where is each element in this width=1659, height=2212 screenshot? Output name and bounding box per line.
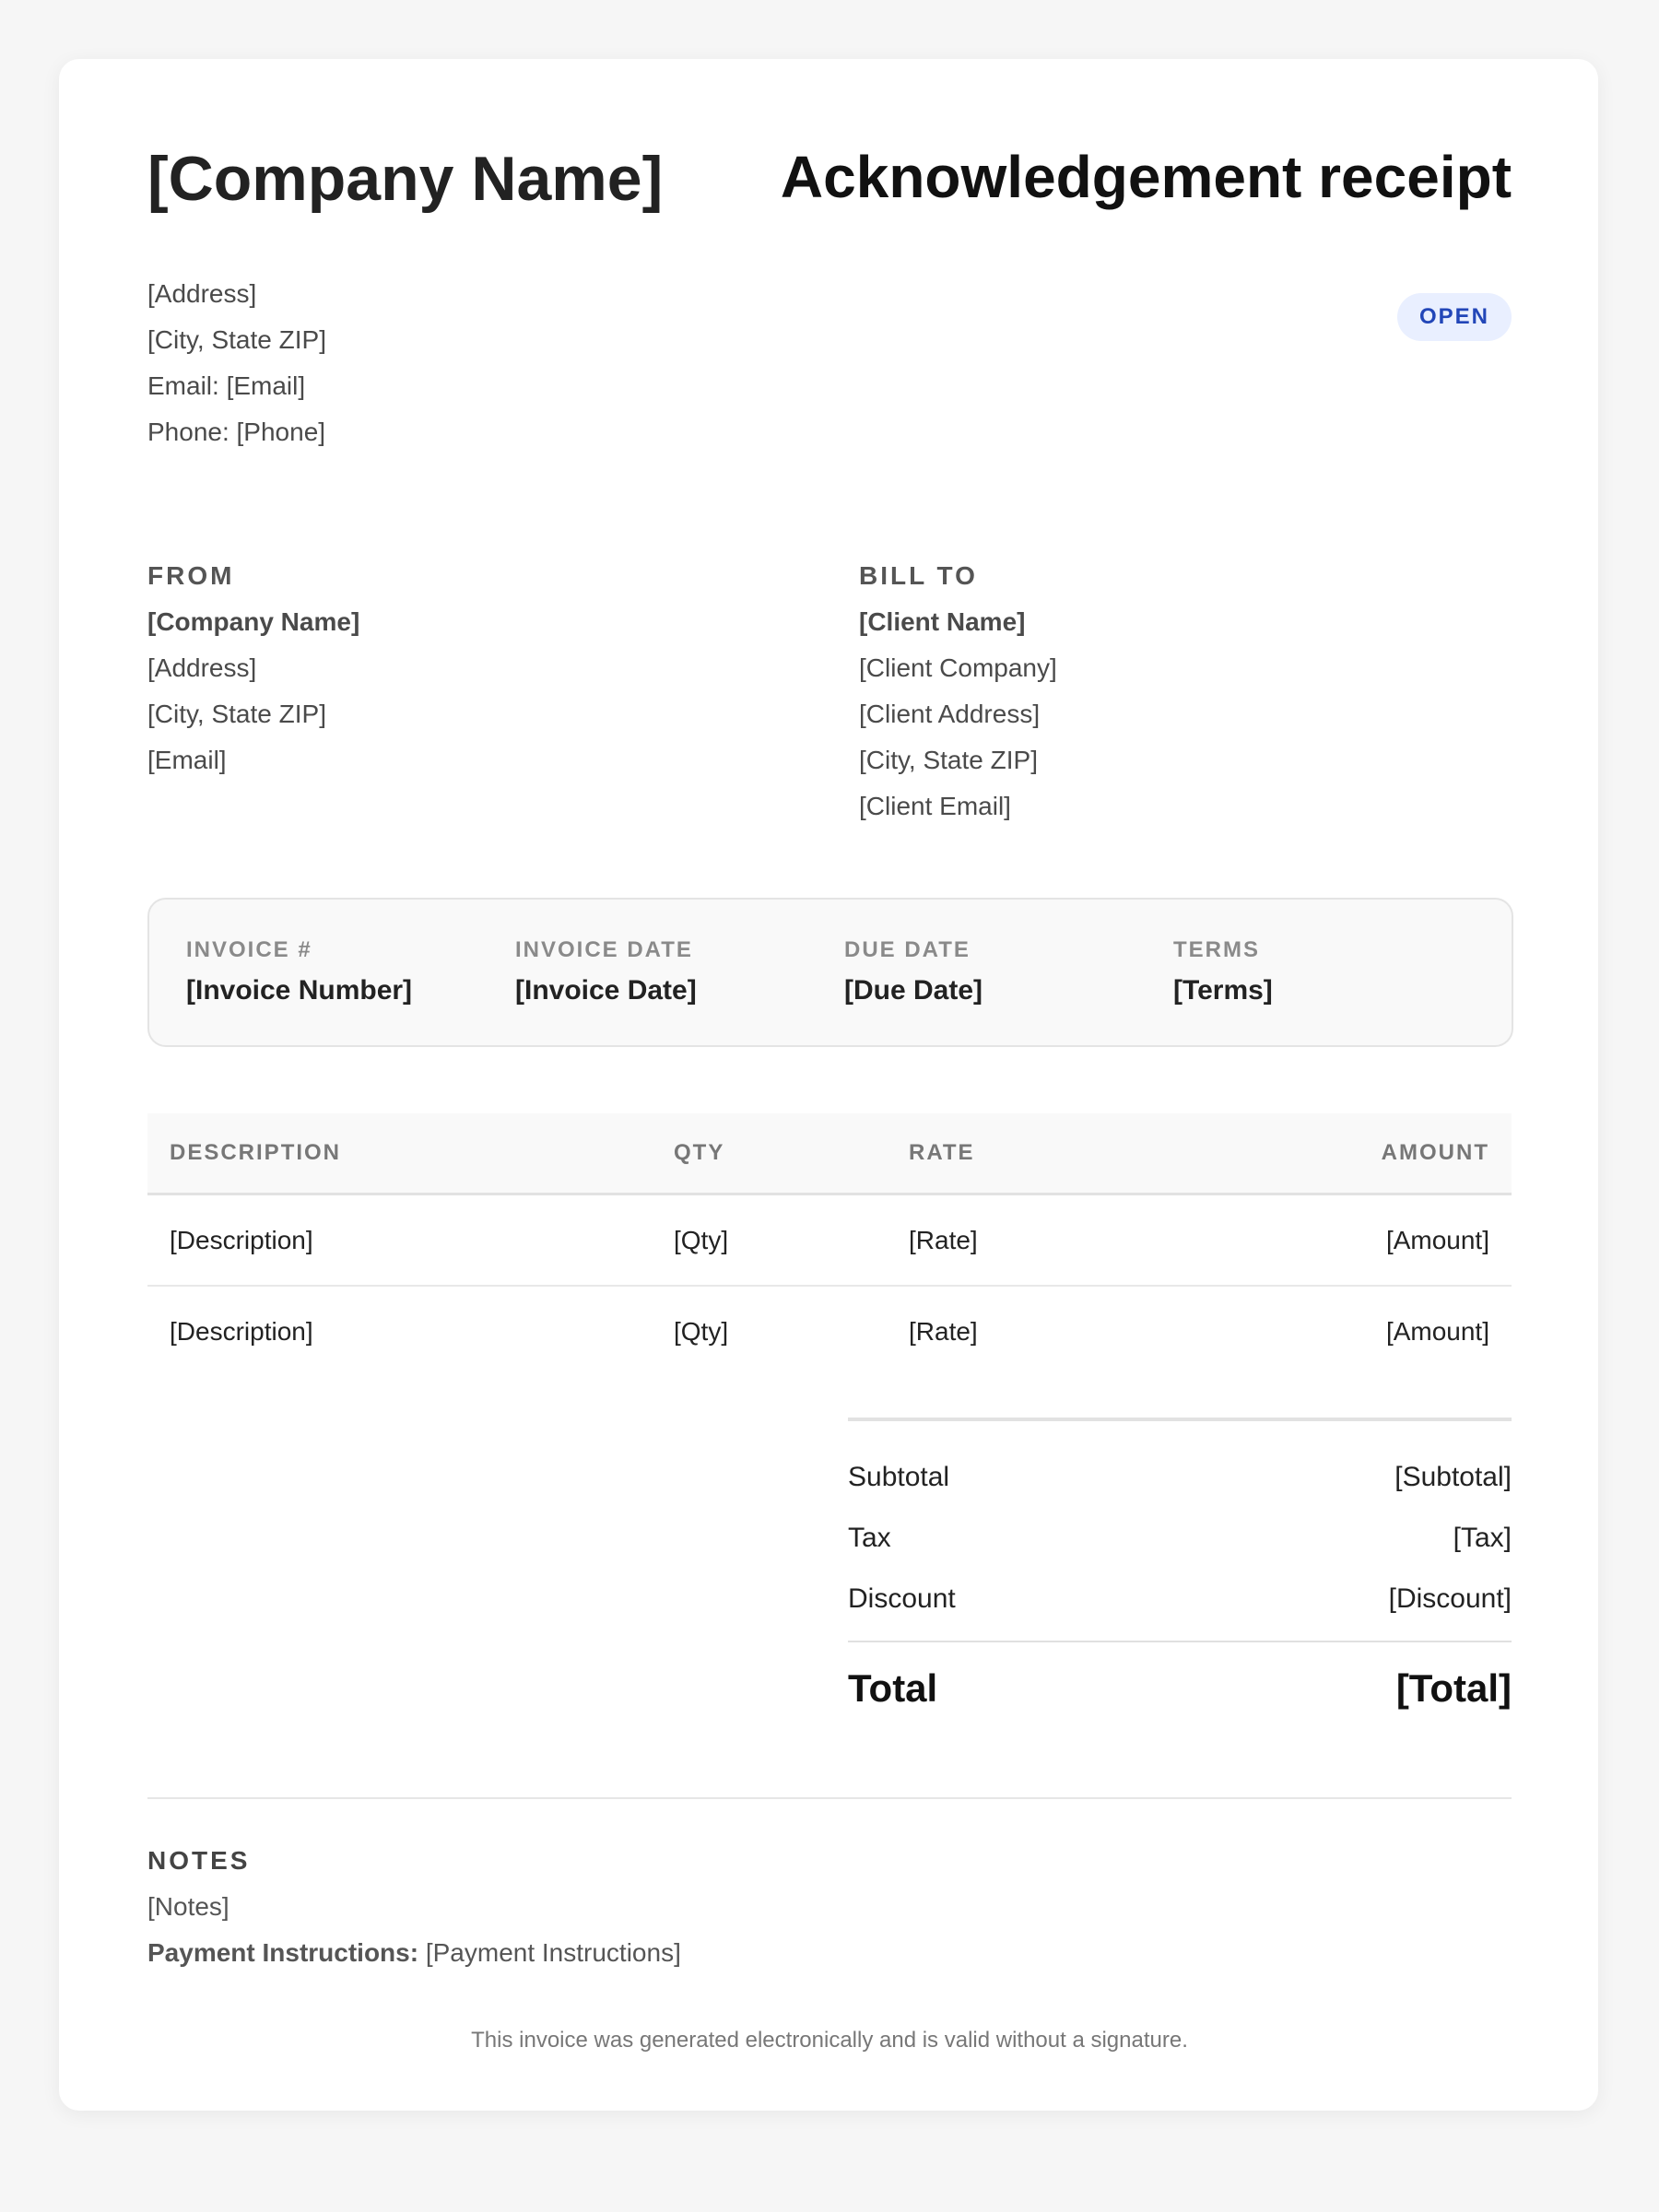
terms-label: TERMS — [1173, 937, 1260, 962]
invoice-number-label: INVOICE # — [186, 937, 312, 962]
terms-value: [Terms] — [1173, 975, 1273, 1006]
bill-to-section — [859, 553, 1523, 830]
tax-label: Tax — [848, 1523, 891, 1553]
row-rate: [Rate] — [887, 1194, 1299, 1287]
table-row — [147, 1194, 1512, 1287]
client-company: [Client Company] — [859, 653, 1057, 682]
row-qty: [Qty] — [652, 1194, 887, 1287]
payment-instructions — [147, 1930, 681, 1976]
invoice-date-field — [515, 936, 829, 1006]
totals-section — [848, 1418, 1512, 1735]
row-amount: [Amount] — [1385, 1316, 1489, 1346]
from-city-state-zip: [City, State ZIP] — [147, 700, 326, 728]
company-email: Email: [Email] — [147, 371, 306, 400]
tax-value: [Tax] — [1453, 1523, 1512, 1553]
column-header-rate: RATE — [887, 1113, 1299, 1194]
invoice-meta-box — [147, 898, 1513, 1047]
due-date-value: [Due Date] — [844, 975, 983, 1006]
invoice-number-field — [186, 936, 500, 1006]
table-row — [147, 1286, 1512, 1376]
column-header-amount: AMOUNT — [1299, 1113, 1512, 1194]
subtotal-label: Subtotal — [848, 1462, 950, 1492]
footer-note: This invoice was generated electronically and is valid without a signature. — [471, 2028, 1188, 2053]
row-qty: [Qty] — [674, 1316, 729, 1346]
invoice-date-label: INVOICE DATE — [515, 937, 693, 962]
company-contact — [147, 271, 326, 455]
client-address: [Client Address] — [859, 700, 1041, 728]
status-badge: OPEN — [1397, 293, 1512, 341]
total-label: Total — [848, 1666, 938, 1710]
from-email: [Email] — [147, 746, 227, 774]
client-city-state-zip: [City, State ZIP] — [859, 746, 1038, 774]
column-header-description: DESCRIPTION — [147, 1113, 652, 1194]
due-date-field — [844, 936, 1158, 1006]
notes-section — [147, 1838, 681, 1976]
grand-total-row — [848, 1642, 1512, 1735]
from-heading: FROM — [147, 561, 235, 590]
subtotal-value: [Subtotal] — [1394, 1462, 1512, 1492]
company-name: [Company Name] — [147, 144, 664, 214]
bill-to-heading: BILL TO — [859, 561, 978, 590]
from-address: [Address] — [147, 653, 257, 682]
invoice-card — [59, 59, 1598, 2111]
line-items-table — [147, 1113, 1512, 1376]
terms-field — [1173, 936, 1487, 1006]
invoice-number-value: [Invoice Number] — [186, 975, 413, 1006]
notes-divider — [147, 1797, 1512, 1799]
payment-instructions-label: Payment Instructions: — [147, 1938, 419, 1967]
discount-label: Discount — [848, 1583, 956, 1614]
subtotal-row — [848, 1447, 1512, 1508]
due-date-label: DUE DATE — [844, 937, 971, 962]
company-phone: Phone: [Phone] — [147, 418, 326, 446]
client-email: [Client Email] — [859, 792, 1011, 820]
payment-instructions-value: [Payment Instructions] — [425, 1938, 681, 1967]
row-description: [Description] — [170, 1316, 313, 1346]
company-address: [Address] — [147, 279, 257, 308]
row-rate: [Rate] — [909, 1316, 978, 1346]
column-header-qty: QTY — [652, 1113, 887, 1194]
total-value: [Total] — [1395, 1666, 1512, 1710]
notes-text: [Notes] — [147, 1892, 229, 1921]
client-name: [Client Name] — [859, 607, 1026, 636]
row-description: [Description] — [147, 1194, 652, 1287]
tax-row — [848, 1508, 1512, 1569]
notes-heading: NOTES — [147, 1846, 251, 1875]
from-name: [Company Name] — [147, 607, 360, 636]
discount-value: [Discount] — [1388, 1583, 1512, 1614]
invoice-date-value: [Invoice Date] — [515, 975, 697, 1006]
discount-row — [848, 1569, 1512, 1630]
row-amount: [Amount] — [1299, 1194, 1512, 1287]
document-title: Acknowledgement receipt — [780, 144, 1512, 210]
company-city-state-zip: [City, State ZIP] — [147, 325, 326, 354]
from-section — [147, 553, 811, 783]
table-header-row — [147, 1113, 1512, 1194]
